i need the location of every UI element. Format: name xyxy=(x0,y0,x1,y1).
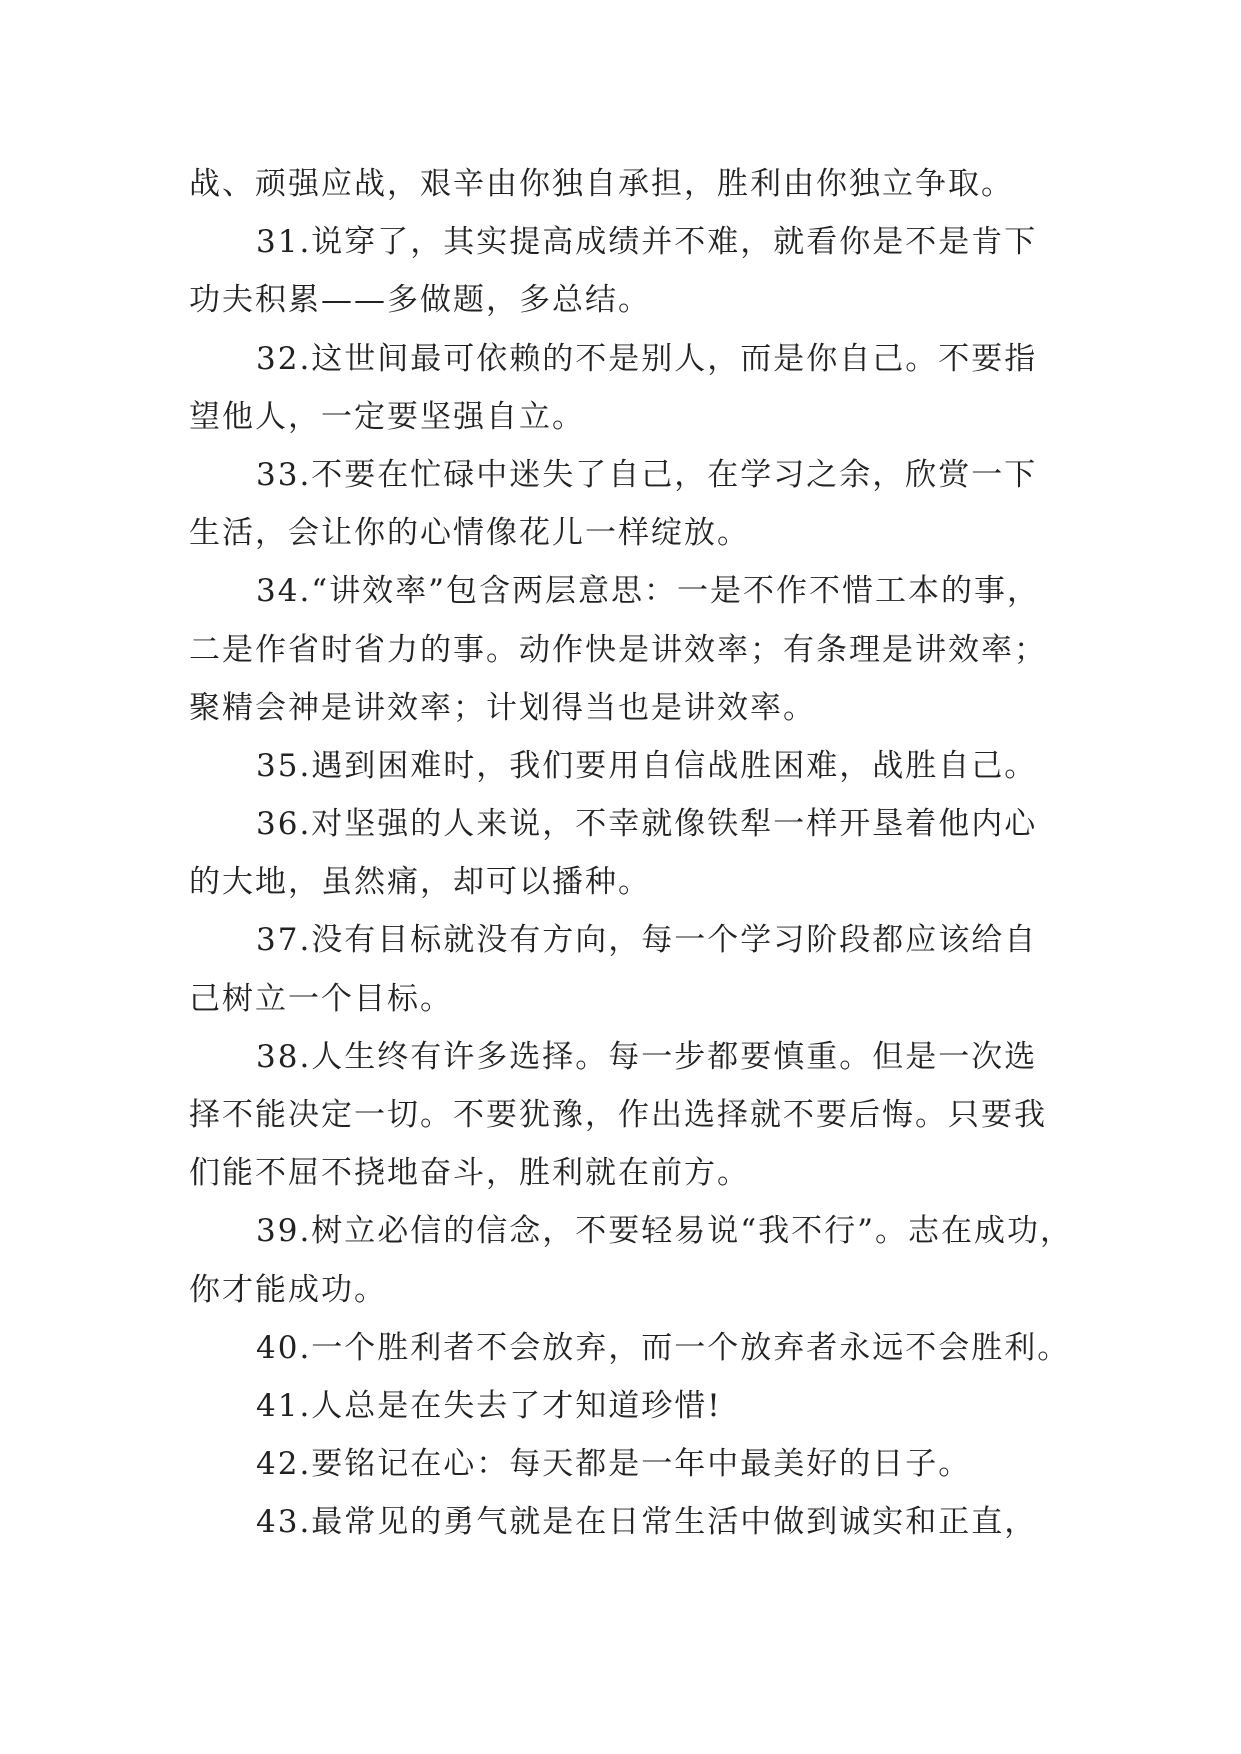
text-line: 你才能成功。 xyxy=(189,1271,387,1308)
text-line: 31.说穿了，其实提高成绩并不难，就看你是不是肯下 xyxy=(256,224,1038,261)
text-line: 的大地，虽然痛，却可以播种。 xyxy=(189,864,651,901)
text-line: 择不能决定一切。不要犹豫，作出选择就不要后悔。只要我 xyxy=(189,1097,1047,1133)
text-line: 42.要铭记在心：每天都是一年中最美好的日子。 xyxy=(256,1446,972,1483)
text-line: 己树立一个目标。 xyxy=(189,980,453,1017)
text-line: 38.人生终有许多选择。每一步都要慎重。但是一次选 xyxy=(256,1038,1038,1075)
text-line: 40.一个胜利者不会放弃，而一个放弃者永远不会胜利。 xyxy=(256,1329,1071,1366)
text-line: 34.“讲效率”包含两层意思：一是不作不惜工本的事， xyxy=(256,573,1040,610)
text-line: 二是作省时省力的事。动作快是讲效率；有条理是讲效率； xyxy=(189,631,1047,668)
text-line: 聚精会神是讲效率；计划得当也是讲效率。 xyxy=(189,689,816,726)
text-line: 战、顽强应战，艰辛由你独自承担，胜利由你独立争取。 xyxy=(189,166,1014,202)
text-line: 39.树立必信的信念，不要轻易说“我不行”。志在成功， xyxy=(256,1213,1073,1250)
text-line: 32.这世间最可依赖的不是别人，而是你自己。不要指 xyxy=(256,340,1038,377)
text-line: 生活，会让你的心情像花儿一样绽放。 xyxy=(189,515,750,552)
text-line: 们能不屈不挠地奋斗，胜利就在前方。 xyxy=(189,1155,750,1192)
text-line: 36.对坚强的人来说，不幸就像铁犁一样开垦着他内心 xyxy=(256,806,1038,843)
text-line: 41.人总是在失去了才知道珍惜! xyxy=(256,1387,722,1424)
text-line: 33.不要在忙碌中迷失了自己，在学习之余，欣赏一下 xyxy=(256,456,1038,493)
text-line: 35.遇到困难时，我们要用自信战胜困难，战胜自己。 xyxy=(256,747,1038,784)
text-line: 功夫积累——多做题，多总结。 xyxy=(189,282,651,319)
text-line: 43.最常见的勇气就是在日常生活中做到诚实和正直， xyxy=(256,1504,1038,1541)
document-body xyxy=(189,155,1073,1552)
text-line: 望他人，一定要坚强自立。 xyxy=(189,398,585,435)
text-line: 37.没有目标就没有方向，每一个学习阶段都应该给自 xyxy=(256,922,1038,959)
